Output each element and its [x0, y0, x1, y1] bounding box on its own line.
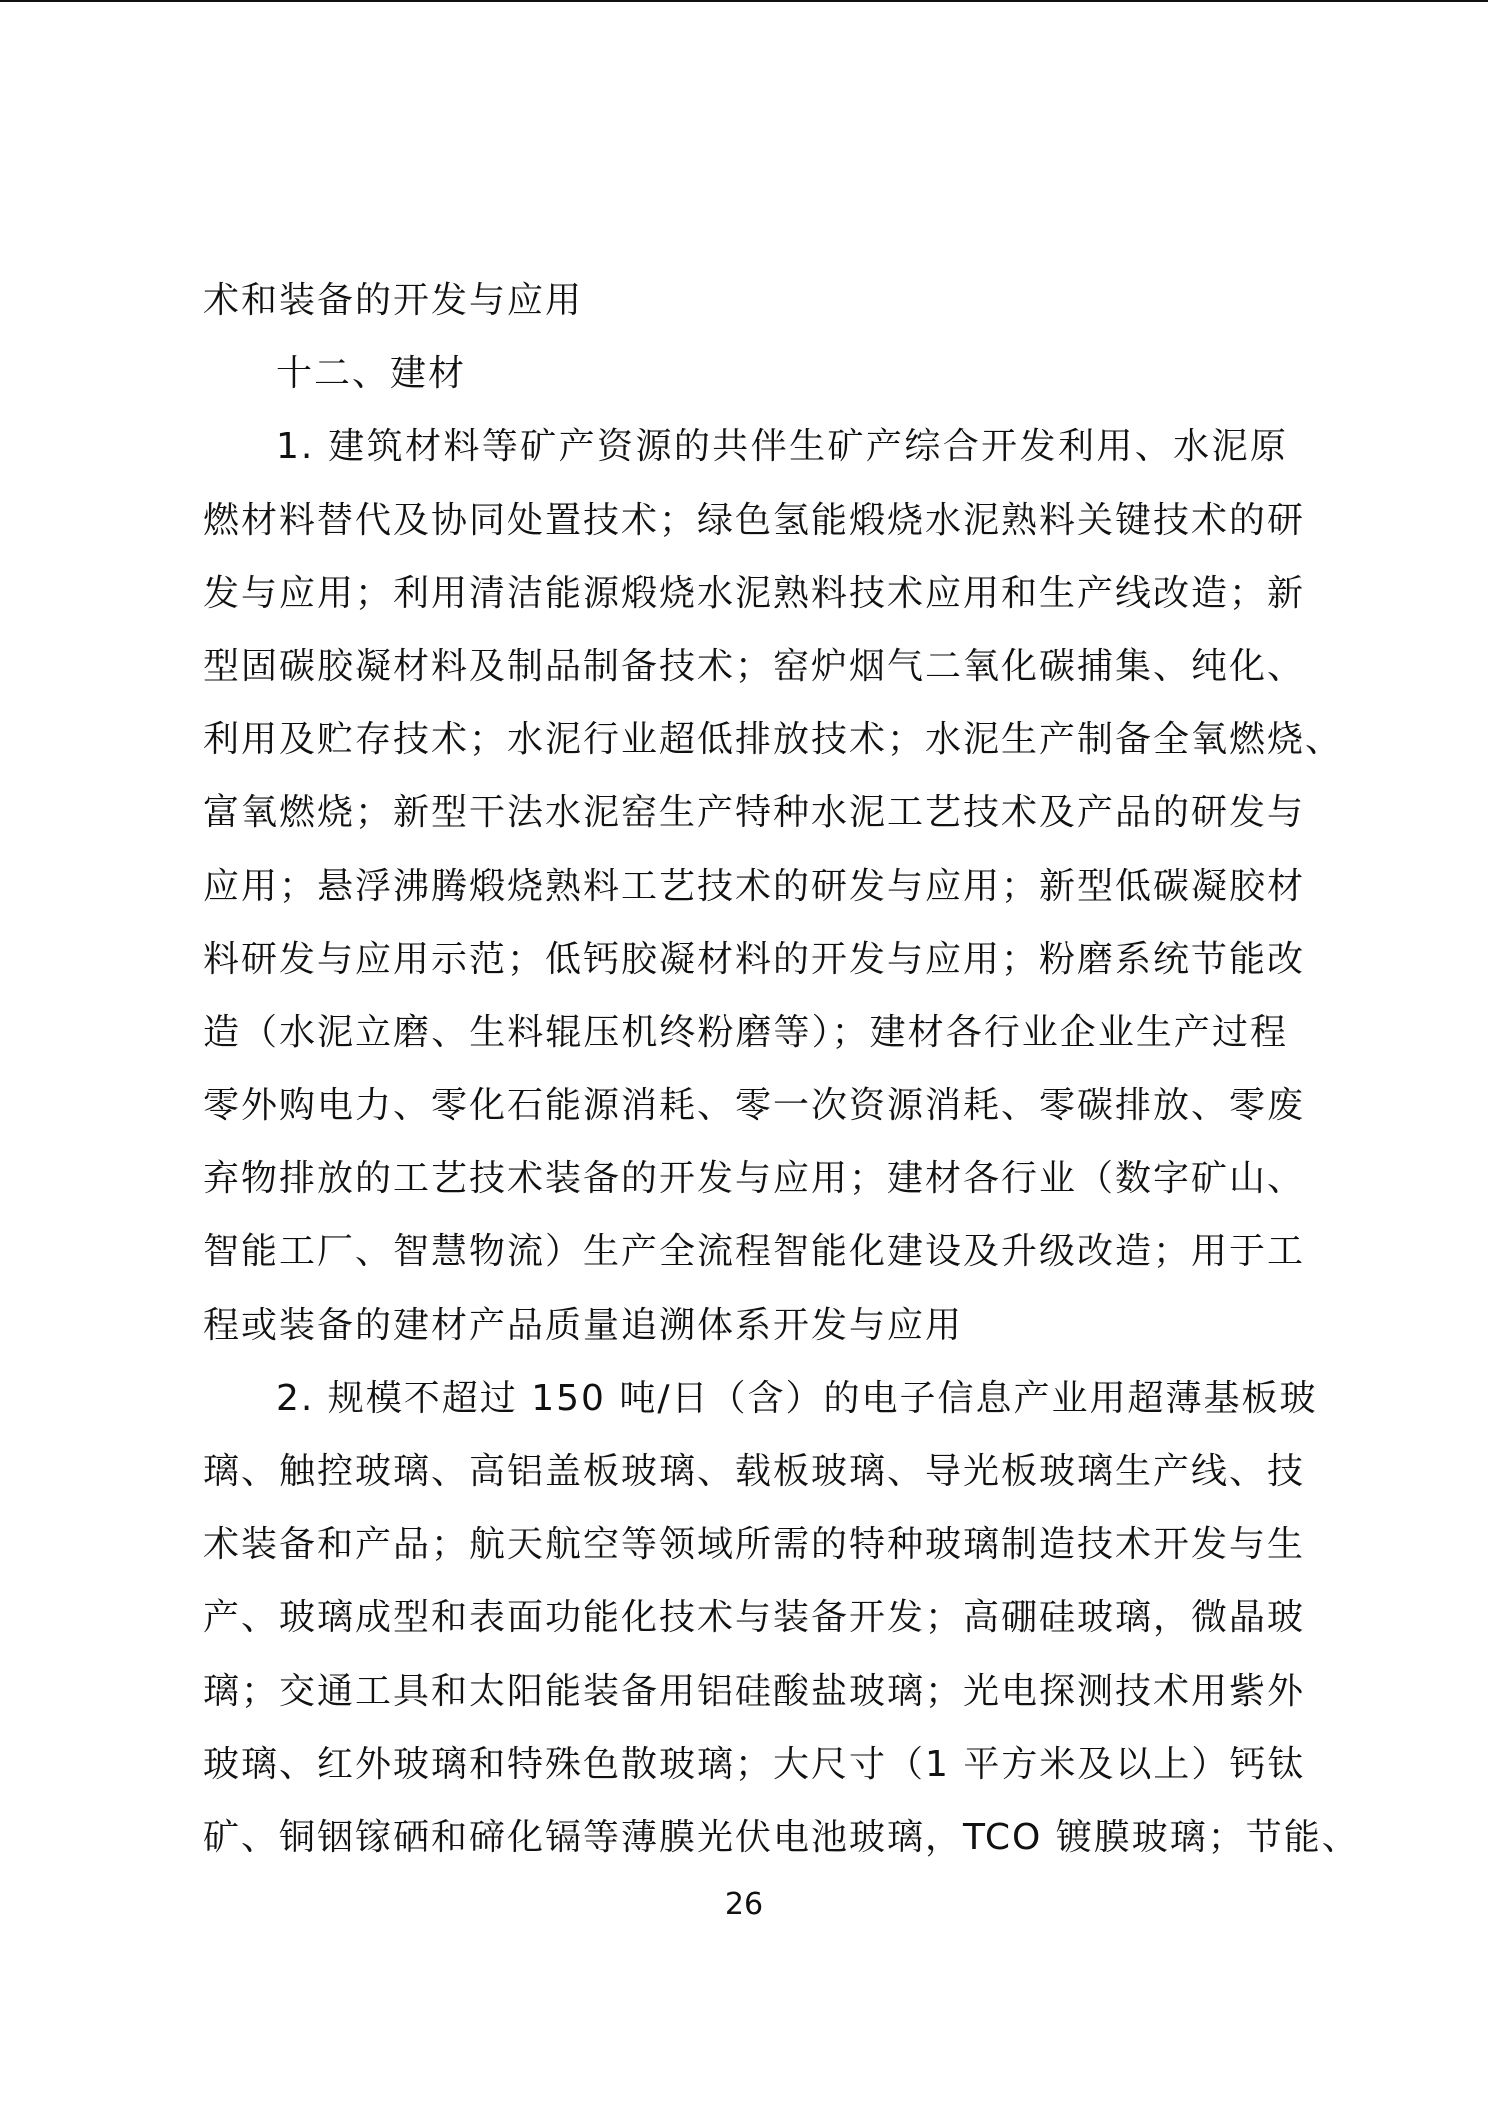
text-line: 利用及贮存技术；水泥行业超低排放技术；水泥生产制备全氧燃烧、: [203, 719, 1344, 761]
body-text: [203, 264, 1360, 1874]
text-line: 料研发与应用示范；低钙胶凝材料的开发与应用；粉磨系统节能改: [203, 938, 1306, 980]
text-line: 术和装备的开发与应用: [203, 280, 584, 321]
text-line: 发与应用；利用清洁能源煅烧水泥熟料技术应用和生产线改造；新: [203, 572, 1306, 614]
paragraph-1-start: 1. 建筑材料等矿产资源的共伴生矿产综合开发利用、水泥原: [276, 426, 1288, 468]
text-line: 富氧燃烧；新型干法水泥窑生产特种水泥工艺技术及产品的研发与: [203, 792, 1306, 834]
text-line: 程或装备的建材产品质量追溯体系开发与应用: [203, 1304, 964, 1346]
text-line: 璃；交通工具和太阳能装备用铝硅酸盐玻璃；光电探测技术用紫外: [203, 1670, 1306, 1712]
text-line: 弃物排放的工艺技术装备的开发与应用；建材各行业（数字矿山、: [203, 1158, 1306, 1200]
text-line: 玻璃、红外玻璃和特殊色散玻璃；大尺寸（1 平方米及以上）钙钛: [203, 1743, 1306, 1785]
text-line: 术装备和产品；航天航空等领域所需的特种玻璃制造技术开发与生: [203, 1524, 1306, 1566]
text-line: 璃、触控玻璃、高铝盖板玻璃、载板玻璃、导光板玻璃生产线、技: [203, 1451, 1306, 1492]
paragraph-2-start: 2. 规模不超过 150 吨/日（含）的电子信息产业用超薄基板玻: [276, 1377, 1318, 1419]
text-line: 应用；悬浮沸腾煅烧熟料工艺技术的研发与应用；新型低碳凝胶材: [203, 865, 1306, 907]
text-line: 燃材料替代及协同处置技术；绿色氢能煅烧水泥熟料关键技术的研: [203, 499, 1306, 541]
text-line: 智能工厂、智慧物流）生产全流程智能化建设及升级改造；用于工: [203, 1231, 1306, 1273]
text-line: 产、玻璃成型和表面功能化技术与装备开发；高硼硅玻璃，微晶玻: [203, 1597, 1306, 1639]
text-line: 型固碳胶凝材料及制品制备技术；窑炉烟气二氧化碳捕集、纯化、: [203, 645, 1306, 687]
section-heading: 十二、建材: [276, 353, 467, 395]
text-line: 矿、铜铟镓硒和碲化镉等薄膜光伏电池玻璃，TCO 镀膜玻璃；节能、: [203, 1816, 1360, 1858]
text-line: 造（水泥立磨、生料辊压机终粉磨等）；建材各行业企业生产过程: [203, 1011, 1288, 1053]
page-number: 26: [724, 1887, 764, 1922]
text-line: 零外购电力、零化石能源消耗、零一次资源消耗、零碳排放、零废: [203, 1085, 1306, 1127]
